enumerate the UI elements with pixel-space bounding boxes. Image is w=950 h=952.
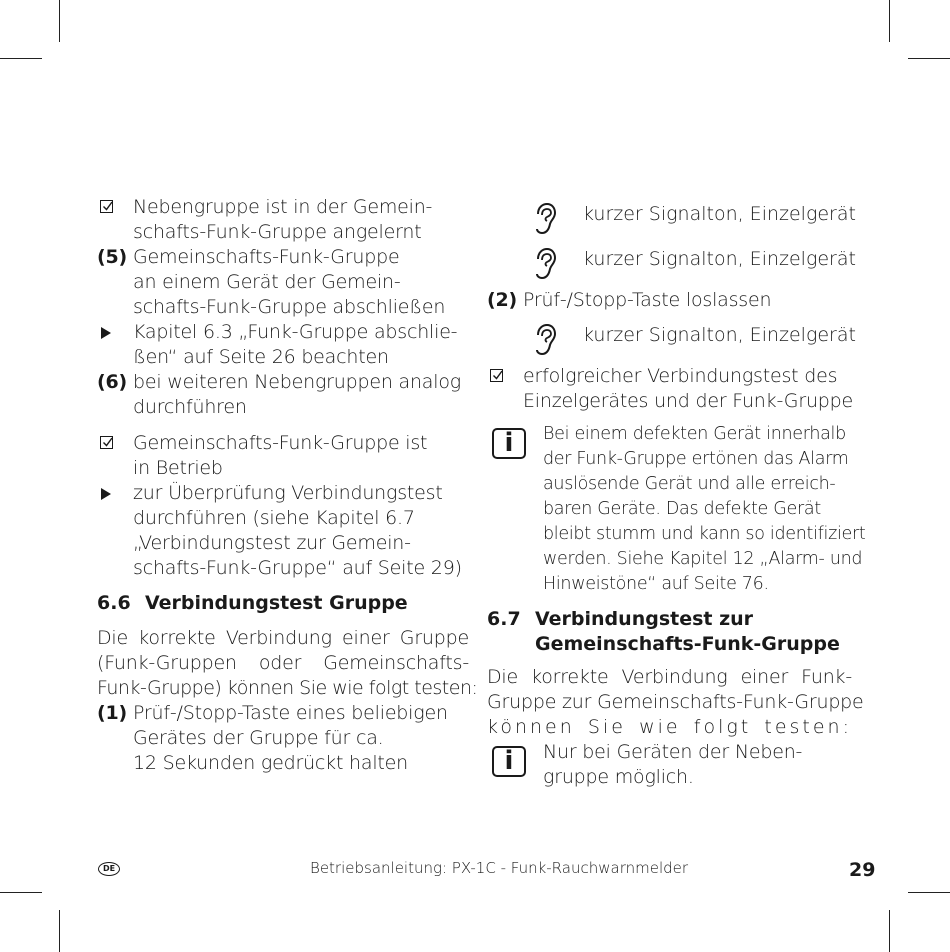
crop-mark	[908, 892, 950, 893]
paragraph-line: Die korrekte Verbindung einer Gruppe	[97, 627, 469, 649]
crop-mark	[908, 58, 950, 59]
triangle-arrow-icon	[101, 327, 111, 339]
info-line: der Funk-Gruppe ertönen das Alarm	[543, 449, 849, 469]
step-line: Gemeinschafts-Funk-Gruppe	[133, 246, 400, 268]
crop-mark	[59, 910, 60, 952]
info-line: baren Geräte. Das defekte Gerät	[543, 499, 821, 519]
signal-text: kurzer Signalton, Einzelgerät	[583, 248, 856, 270]
info-line: Nur bei Geräten der Neben-	[543, 741, 803, 763]
arrow-item-line: ßen“ auf Seite 26 beachten	[133, 346, 389, 368]
crop-mark	[889, 0, 890, 42]
step-5	[97, 245, 469, 320]
country-badge: DE	[98, 862, 120, 876]
section-title-line: Verbindungstest zur	[535, 608, 754, 630]
crop-mark	[0, 892, 42, 893]
check-item-result	[487, 364, 852, 414]
arrow-item-line: durchführen (siehe Kapitel 6.7	[133, 507, 415, 529]
signal-row	[487, 198, 856, 243]
info-line: Bei einem defekten Gerät innerhalb	[543, 424, 846, 444]
paragraph-line: (Funk-Gruppen oder Gemeinschafts-	[97, 652, 469, 674]
step-number: (5)	[97, 246, 127, 268]
step-1	[97, 701, 469, 776]
section-title: Verbindungstest Gruppe	[145, 592, 408, 614]
section-number: 6.7	[487, 608, 521, 630]
checkbox-check-icon	[490, 369, 503, 382]
footer-title: Betriebsanleitung: PX-1C - Funk-Rauchwarnmelder	[310, 859, 689, 877]
check-item-line: in Betrieb	[133, 457, 223, 479]
crop-mark	[0, 58, 42, 59]
check-item-in-betrieb	[97, 431, 469, 481]
arrow-item-line: „Verbindungstest zur Gemein-	[133, 532, 411, 554]
step-line: an einem Gerät der Gemein-	[133, 271, 401, 293]
left-column	[97, 195, 478, 776]
paragraph-line: Funk-Gruppe) können Sie wie folgt testen:	[97, 677, 478, 699]
step-number: (1)	[97, 702, 127, 724]
triangle-arrow-icon	[101, 488, 111, 500]
paragraph-line: Gruppe zur Gemeinschafts-Funk-Gruppe	[487, 691, 864, 713]
step-line: bei weiteren Nebengruppen analog	[133, 371, 461, 393]
ear-icon	[531, 323, 557, 357]
section-title-line: Gemeinschafts-Funk-Gruppe	[535, 633, 840, 655]
check-item-line: erfolgreicher Verbindungstest des	[523, 365, 838, 387]
section-paragraph	[487, 665, 864, 740]
paragraph-line: Die korrekte Verbindung einer Funk-	[487, 666, 852, 688]
check-item-line: Einzelgerätes und der Funk-Gruppe	[523, 390, 853, 412]
step-6	[97, 370, 469, 420]
info-line: werden. Siehe Kapitel 12 „Alarm- und	[543, 549, 863, 569]
signal-row	[487, 319, 856, 364]
info-note-defective-device	[487, 422, 866, 597]
section-heading-6-6	[97, 591, 469, 616]
step-2	[487, 288, 852, 313]
step-line: Prüf-/Stopp-Taste eines beliebigen	[133, 702, 448, 724]
step-line: 12 Sekunden gedrückt halten	[133, 752, 408, 774]
signal-text: kurzer Signalton, Einzelgerät	[583, 324, 856, 346]
info-line: gruppe möglich.	[543, 766, 694, 788]
arrow-item-line: schafts-Funk-Gruppe“ auf Seite 29)	[133, 557, 462, 579]
info-icon: i	[492, 428, 526, 459]
info-line: Hinweistöne“ auf Seite 76.	[543, 574, 769, 594]
check-item-line: Gemeinschafts-Funk-Gruppe ist	[133, 432, 428, 454]
right-column	[487, 198, 866, 790]
arrow-item-line: Kapitel 6.3 „Funk-Gruppe abschlie-	[133, 321, 458, 343]
step-line: schafts-Funk-Gruppe abschließen	[133, 296, 446, 318]
section-heading-6-7	[487, 607, 852, 657]
page-number: 29	[849, 859, 876, 881]
checkbox-check-icon	[100, 200, 113, 213]
signal-text: kurzer Signalton, Einzelgerät	[583, 203, 856, 225]
paragraph-line: können Sie wie folgt testen:	[487, 716, 852, 738]
info-note-nebengruppe	[487, 740, 852, 790]
step-number: (6)	[97, 371, 127, 393]
step-line: Prüf-/Stopp-Taste loslassen	[523, 289, 772, 311]
arrow-item-verbindungstest	[97, 481, 469, 581]
check-item-line: Nebengruppe ist in der Gemein-	[133, 196, 433, 218]
section-paragraph	[97, 626, 478, 701]
checkbox-check-icon	[100, 436, 113, 449]
ear-icon	[531, 202, 557, 236]
crop-mark	[889, 910, 890, 952]
info-icon: i	[492, 746, 526, 777]
info-line: bleibt stumm und kann so identifiziert	[543, 524, 866, 544]
signal-row	[487, 243, 856, 288]
crop-mark	[59, 0, 60, 42]
check-item-line: schafts-Funk-Gruppe angelernt	[133, 221, 422, 243]
arrow-item-line: zur Überprüfung Verbindungstest	[133, 482, 443, 504]
step-number: (2)	[487, 289, 517, 311]
step-line: durchführen	[133, 396, 247, 418]
info-line: auslösende Gerät und alle erreich-	[543, 474, 836, 494]
arrow-item-kapitel-6-3	[97, 320, 469, 370]
ear-icon	[531, 247, 557, 281]
check-item-nebengruppe	[97, 195, 469, 245]
step-line: Gerätes der Gruppe für ca.	[133, 727, 384, 749]
section-number: 6.6	[97, 592, 131, 614]
